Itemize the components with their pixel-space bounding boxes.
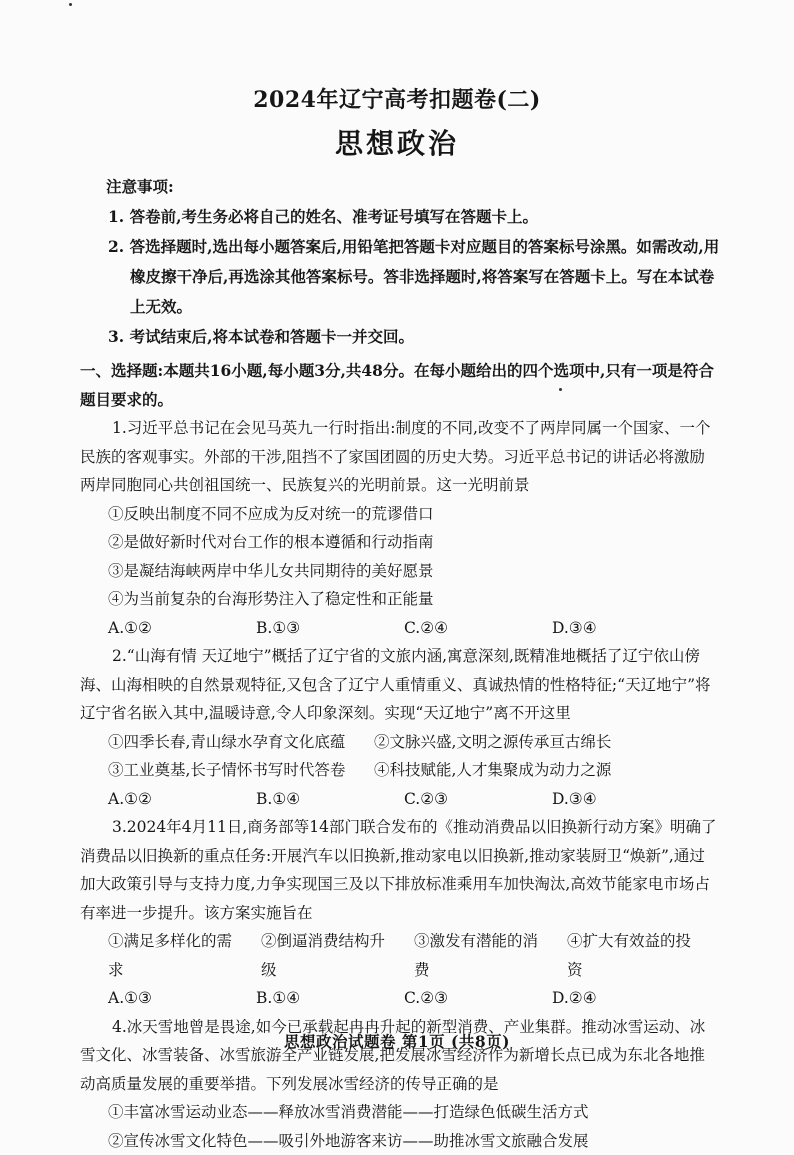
choice-d: D.②④ [552,984,700,1013]
option-statement: ①丰富冰雪运动业态——释放冰雪消费潜能——打造绿色低碳生活方式 [80,1098,720,1127]
question-stem: 4.冰天雪地曾是畏途,如今已承载起冉冉升起的新型消费、产业集群。推动冰雪运动、冰雪文化、冰雪装备、冰雪旅游全产业链发展,把发展冰雪经济作为新增长点已成为东北各地推动高质量发展的重要举措。下列发展冰雪经济的传导正确的是 [80,1013,720,1099]
option-statement: ①四季长春,青山绿水孕育文化底蕴 [108,728,374,757]
option-statement: ④科技赋能,人才集聚成为动力之源 [374,756,611,785]
question-stem: 3.2024年4月11日,商务部等14部门联合发布的《推动消费品以旧换新行动方案》明确了消费品以旧换新的重点任务:开展汽车以旧换新,推动家电以旧换新,推动家装厨卫“焕新”,通过加大政策引导与支持力度,力争实现国三及以下排放标准乘用车加快淘汰,高效节能家电市场占有率进一步提升。该方案实施旨在 [80,813,720,927]
option-row [80,756,720,785]
answer-choices [80,785,720,814]
choice-c: C.②④ [404,614,552,643]
choice-b: B.①③ [256,614,404,643]
exam-title: 2024年辽宁高考扣题卷(二) [0,83,794,114]
question-3 [80,813,720,1013]
option-statement: ③是凝结海峡两岸中华儿女共同期待的美好愿景 [80,557,720,586]
option-statement: ④扩大有效益的投资 [567,927,704,984]
option-statement: ②文脉兴盛,文明之源传承亘古绵长 [374,728,611,757]
notice-heading: 注意事项: [106,172,726,202]
question-1 [80,414,720,642]
answer-choices [80,984,720,1013]
subject-title: 思想政治 [0,122,794,162]
option-statement: ②是做好新时代对台工作的根本遵循和行动指南 [80,528,720,557]
page-footer: 思想政治试题卷 第1页 (共8页) [0,1030,794,1052]
option-row [80,728,720,757]
choice-d: D.③④ [552,614,700,643]
scan-speck [69,3,72,6]
option-statement: ④为当前复杂的台海形势注入了稳定性和正能量 [80,585,720,614]
notice-item-1: 1. 答卷前,考生务必将自己的姓名、准考证号填写在答题卡上。 [86,202,726,232]
notice-item-2: 2. 答选择题时,选出每小题答案后,用铅笔把答题卡对应题目的答案标号涂黑。如需改动,用橡皮擦干净后,再选涂其他答案标号。答非选择题时,将答案写在答题卡上。写在本试卷上无效。 [86,232,726,322]
section-heading: 一、选择题:本题共16小题,每小题3分,共48分。在每小题给出的四个选项中,只有一项是符合题目要求的。 [80,357,720,414]
notice-item-3: 3. 考试结束后,将本试卷和答题卡一并交回。 [86,322,726,352]
choice-d: D.③④ [552,785,700,814]
option-statement: ①满足多样化的需求 [108,927,245,984]
option-statement: ②宣传冰雪文化特色——吸引外地游客来访——助推冰雪文旅融合发展 [80,1127,720,1155]
option-statement: ③激发有潜能的消费 [414,927,551,984]
choice-c: C.②③ [404,785,552,814]
question-2 [80,642,720,813]
question-stem: 1.习近平总书记在会见马英九一行时指出:制度的不同,改变不了两岸同属一个国家、一个民族的客观事实。外部的干涉,阻挡不了家国团圆的历史大势。习近平总书记的讲话必将激励两岸同胞同心共创祖国统一、民族复兴的光明前景。这一光明前景 [80,414,720,500]
option-statement: ③工业奠基,长子情怀书写时代答卷 [108,756,374,785]
choice-c: C.②③ [404,984,552,1013]
choice-a: A.①③ [108,984,256,1013]
option-statement: ①反映出制度不同不应成为反对统一的荒谬借口 [80,500,720,529]
choice-b: B.①④ [256,984,404,1013]
option-row [80,927,720,984]
choice-a: A.①② [108,614,256,643]
question-stem: 2.“山海有情 天辽地宁”概括了辽宁省的文旅内涵,寓意深刻,既精准地概括了辽宁依山傍海、山海相映的自然景观特征,又包含了辽宁人重情重义、真诚热情的性格特征;“天辽地宁”将辽宁省名嵌入其中,温暖诗意,令人印象深刻。实现“天辽地宁”离不开这里 [80,642,720,728]
choice-b: B.①④ [256,785,404,814]
scan-speck [559,388,562,391]
option-statement: ②倒逼消费结构升级 [261,927,398,984]
choice-a: A.①② [108,785,256,814]
answer-choices [80,614,720,643]
notice-section [86,172,726,352]
